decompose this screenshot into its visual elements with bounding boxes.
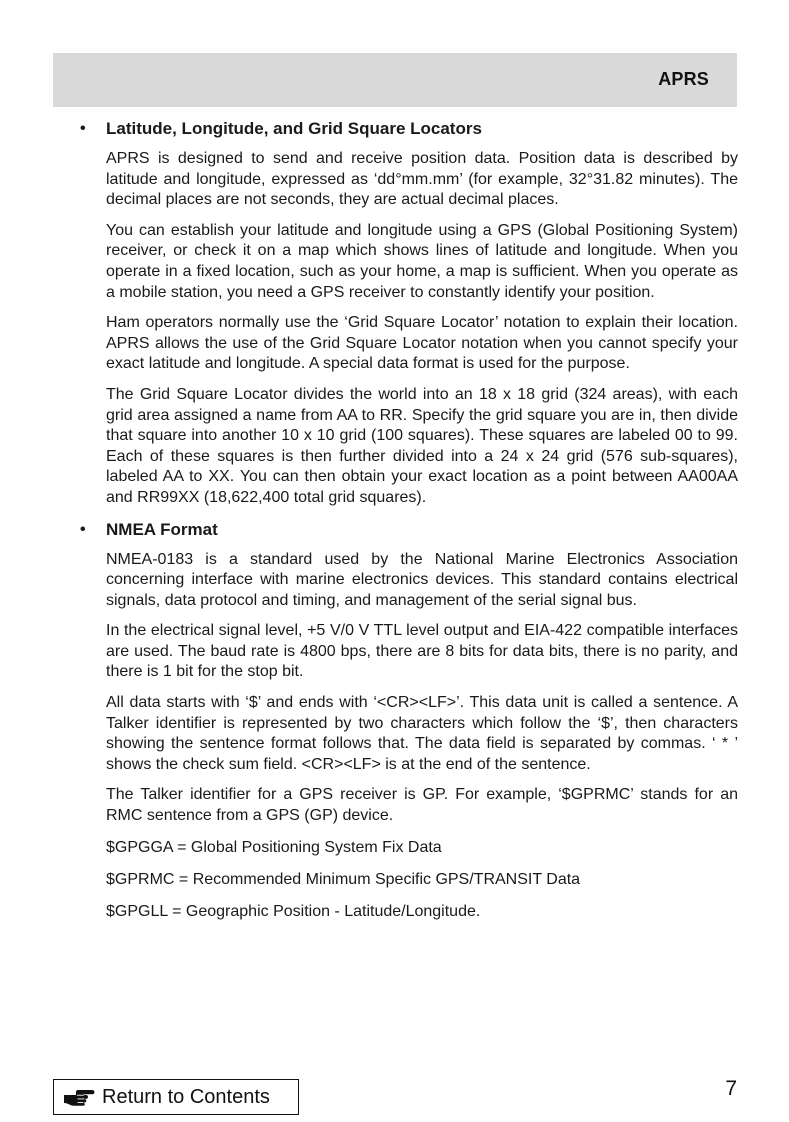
page-header <box>53 53 737 107</box>
section-heading-grid-locators <box>78 118 738 139</box>
pointing-hand-icon <box>62 1088 96 1106</box>
paragraph: The Grid Square Locator divides the world into an 18 x 18 grid (324 areas), with each grid area assigned a name from AA to RR. Specify the grid square you are in, then divide that square into another 10 x 10 grid (100 squares). These squares are labeled 00 to 99. Each of these squares is then further divided into a 24 x 24 grid (576 sub-squares), labeled AA to XX. You can then obtain your exact location as a point between AA00AA and RR99XX (18,622,400 total grid squares). <box>106 385 738 506</box>
paragraph: You can establish your latitude and longitude using a GPS (Global Positioning System) receiver, or check it on a map which shows lines of latitude and longitude. When you operate in a fixed location, such as your home, a map is sufficient. When you operate as a mobile station, you need a GPS receiver to constantly identify your position. <box>106 221 738 301</box>
page-content <box>78 118 738 933</box>
header-title: APRS <box>658 69 709 89</box>
paragraph: The Talker identifier for a GPS receiver is GP. For example, ‘$GPRMC’ stands for an RMC sentence from a GPS (GP) device. <box>106 786 738 825</box>
return-to-contents-button[interactable] <box>53 1079 299 1115</box>
bullet-icon: • <box>80 120 86 137</box>
paragraph: NMEA-0183 is a standard used by the National Marine Electronics Association concerning interface with marine electronics devices. This standard contains electrical signals, data protocol and timing, and management of the serial signal bus. <box>106 550 738 609</box>
section-heading-nmea <box>78 519 738 540</box>
definition-line: $GPRMC = Recommended Minimum Specific GPS/TRANSIT Data <box>106 870 581 888</box>
section-heading-text: NMEA Format <box>106 519 218 539</box>
paragraph: Ham operators normally use the ‘Grid Square Locator’ notation to explain their location. APRS allows the use of the Grid Square Locator notation when you cannot specify your exact latitude and longitude. A special data format is used for the purpose. <box>106 314 738 373</box>
paragraph: All data starts with ‘$’ and ends with ‘<CR><LF>’. This data unit is called a sentence. A Talker identifier is represented by two characters which follow the ‘$’, then characters showing the sentence format follows that. The data field is separated by commas. ‘ * ’ shows the check sum field. <CR><LF> is at the end of the sentence. <box>106 694 738 773</box>
definition-line: $GPGGA = Global Positioning System Fix Data <box>106 838 442 856</box>
section-heading-text: Latitude, Longitude, and Grid Square Locators <box>106 119 482 138</box>
paragraph: In the electrical signal level, +5 V/0 V TTL level output and EIA-422 compatible interfaces are used. The baud rate is 4800 bps, there are 8 bits for data bits, there is no parity, and there is 1 bit for the stop bit. <box>106 622 738 681</box>
paragraph: APRS is designed to send and receive position data. Position data is described by latitude and longitude, expressed as ‘dd°mm.mm’ (for example, 32°31.82 minutes). The decimal places are not seconds, they are actual decimal places. <box>106 150 738 209</box>
return-to-contents-label: Return to Contents <box>102 1085 270 1108</box>
definition-line: $GPGLL = Geographic Position - Latitude/Longitude. <box>106 902 481 920</box>
page-number: 7 <box>725 1077 737 1100</box>
bullet-icon: • <box>80 520 86 538</box>
